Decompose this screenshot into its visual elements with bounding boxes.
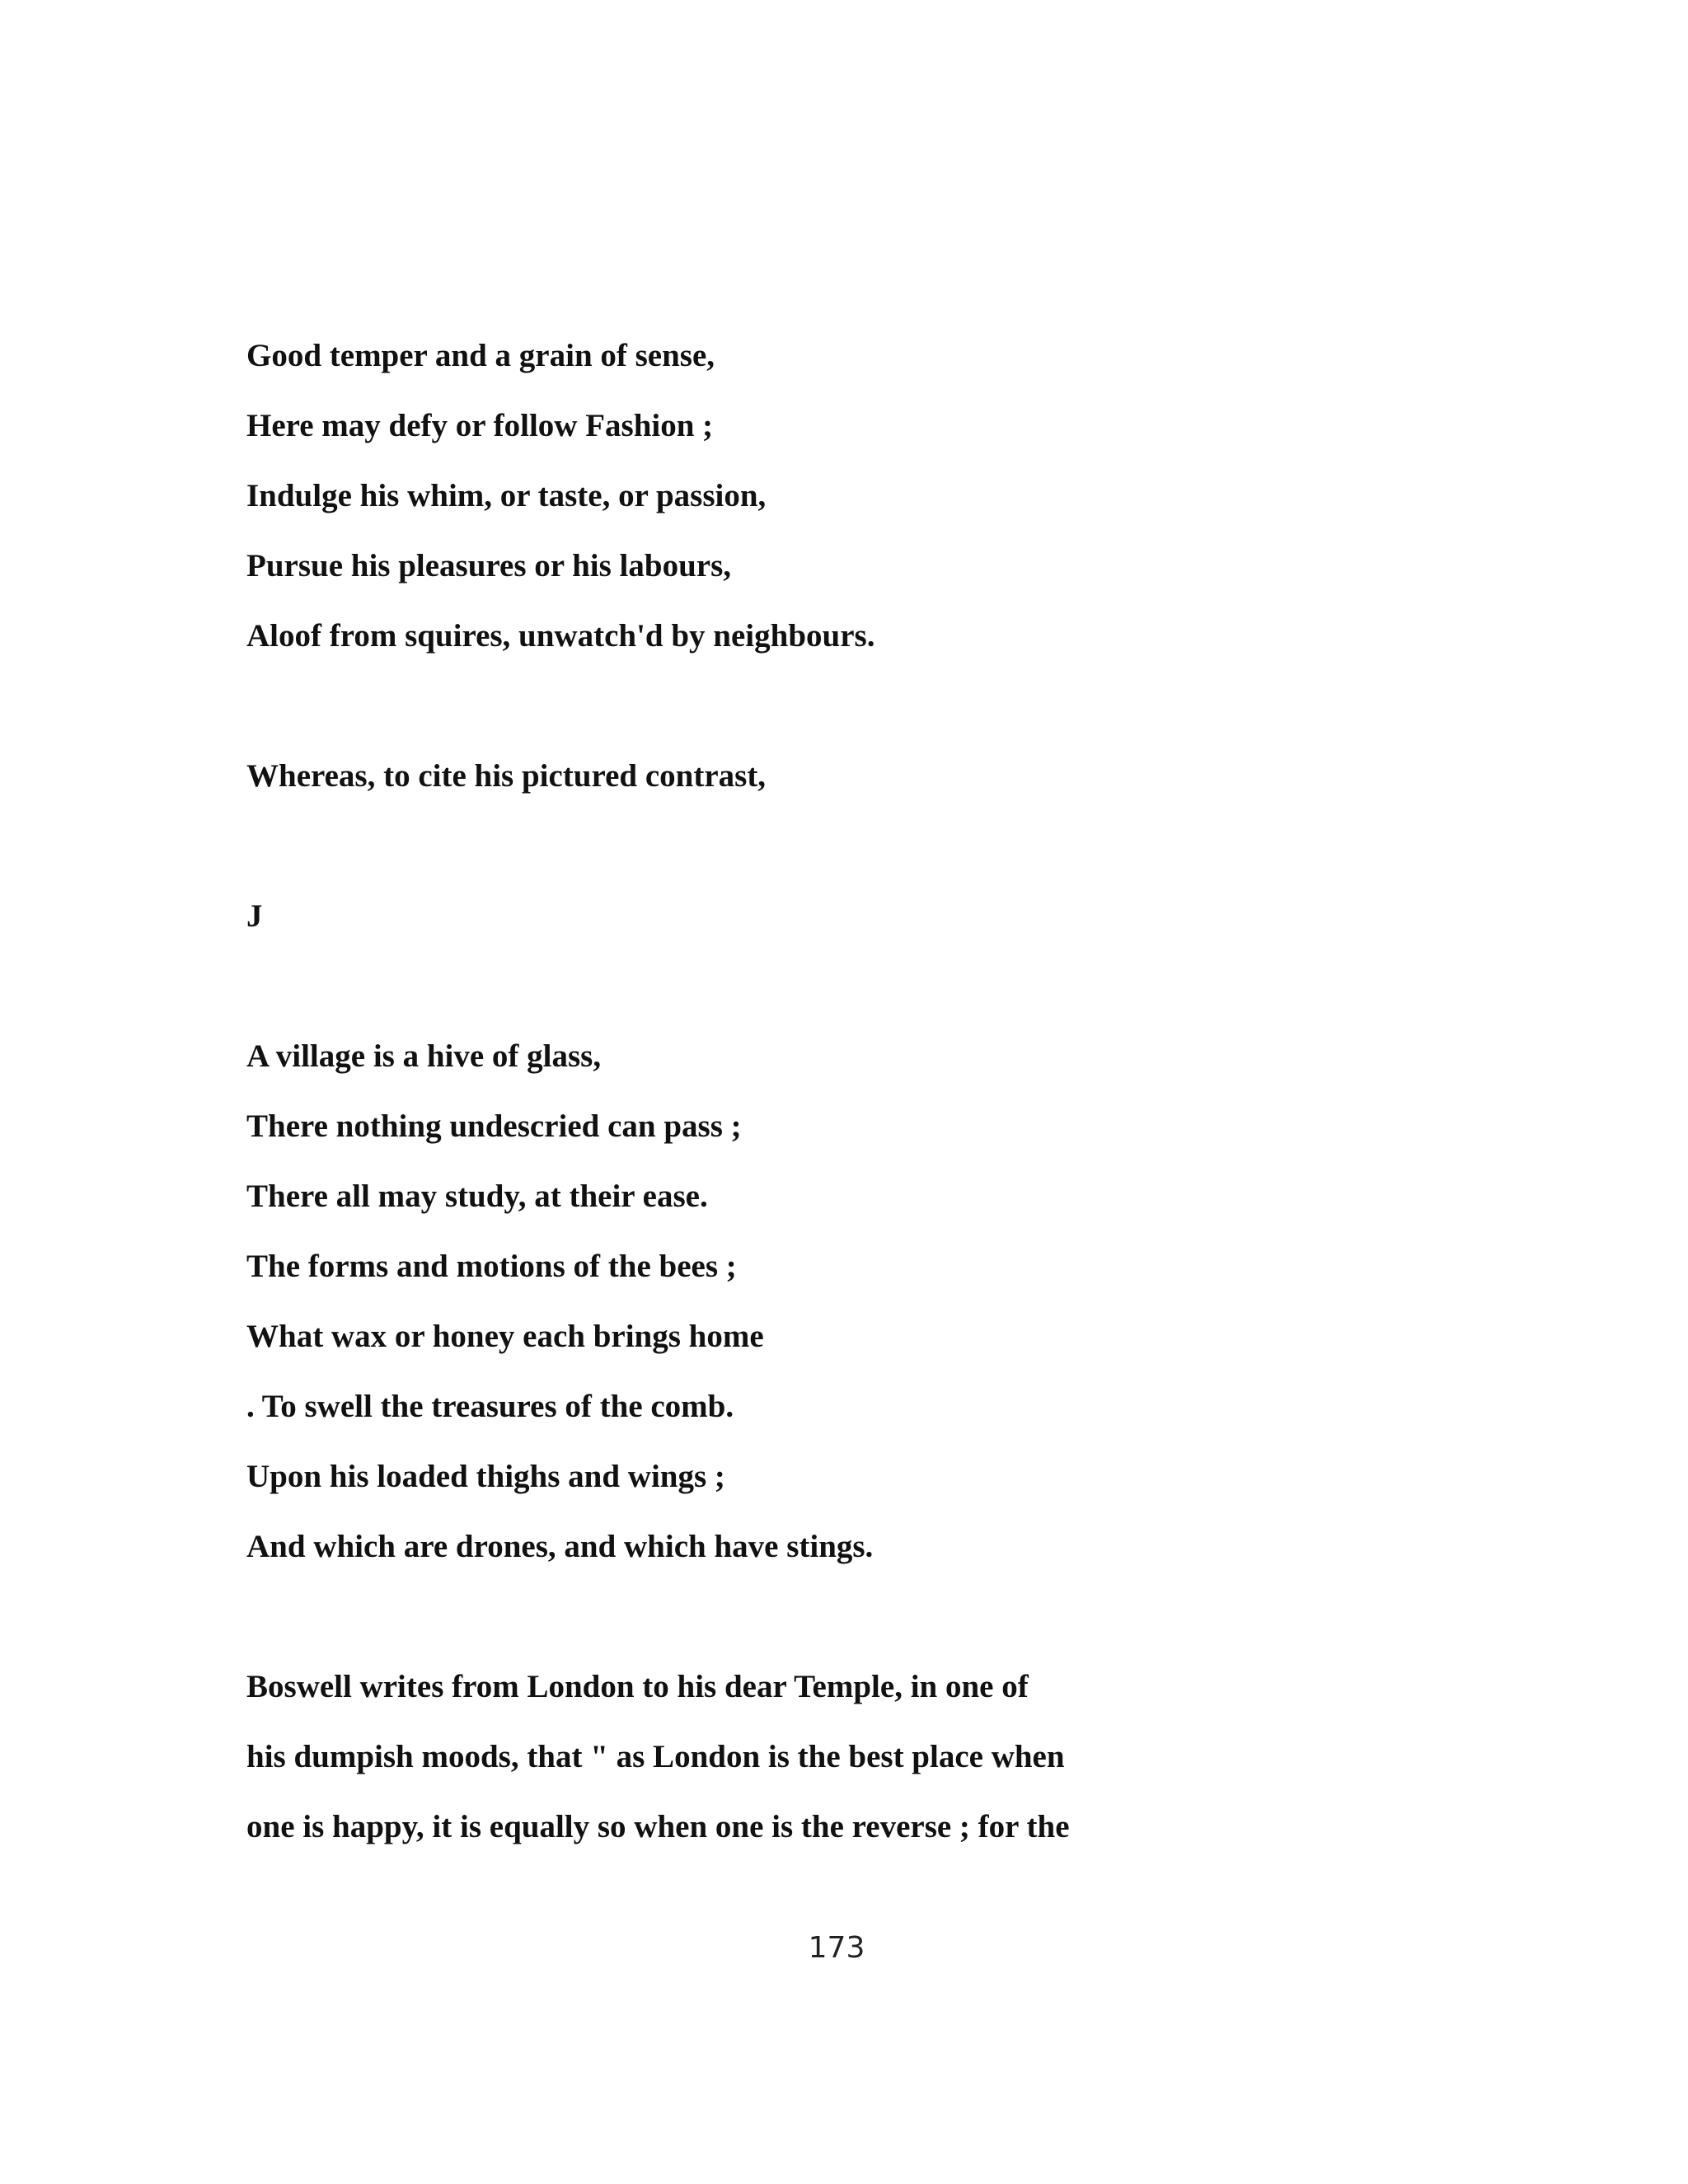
verse-line: Aloof from squires, unwatch'd by neighbours. [246, 618, 875, 654]
verse-line: . To swell the treasures of the comb. [246, 1389, 734, 1424]
intro-line: Whereas, to cite his pictured contrast, [246, 758, 767, 794]
verse-line: Good temper and a grain of sense, [246, 338, 715, 373]
verse-line: There nothing undescried can pass ; [246, 1108, 742, 1144]
verse-line: The forms and motions of the bees ; [246, 1249, 737, 1284]
prose-line: Boswell writes from London to his dear Temple, in one of [246, 1669, 1029, 1704]
verse-line: There all may study, at their ease. [246, 1179, 708, 1214]
page-number: 173 [808, 1931, 865, 1965]
verse-line: And which are drones, and which have stings. [246, 1529, 874, 1564]
verse-line: Here may defy or follow Fashion ; [246, 408, 714, 443]
prose-line: one is happy, it is equally so when one is the reverse ; for the [246, 1809, 1070, 1844]
verse-line: What wax or honey each brings home [246, 1319, 764, 1354]
verse-line: Upon his loaded thighs and wings ; [246, 1459, 725, 1494]
verse-line: A village is a hive of glass, [246, 1038, 602, 1074]
stray-mark: J [246, 898, 263, 934]
verse-line: Indulge his whim, or taste, or passion, [246, 478, 767, 513]
prose-line: his dumpish moods, that " as London is the best place when [246, 1739, 1065, 1774]
verse-line: Pursue his pleasures or his labours, [246, 548, 732, 583]
